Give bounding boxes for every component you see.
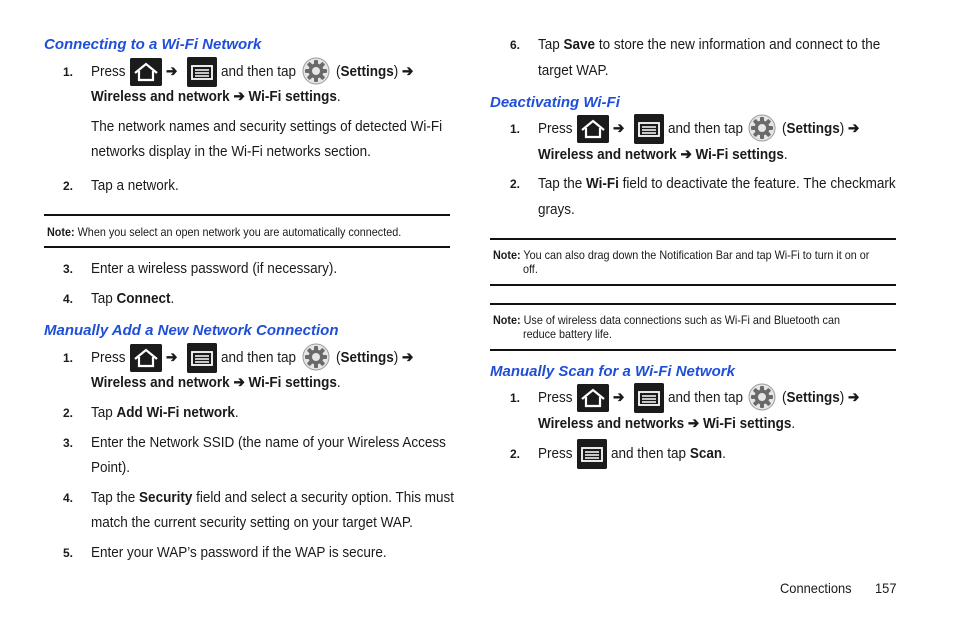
step-text: grays. <box>538 201 575 218</box>
settings-path: Wireless and networks ➔ Wi-Fi settings. <box>538 415 796 432</box>
page-number: 157 <box>875 580 897 596</box>
arrow-icon: ➔ <box>613 389 625 406</box>
step-text: Tap Add Wi-Fi network. <box>91 404 239 421</box>
settings-gear-icon <box>302 57 330 85</box>
settings-gear-icon <box>748 383 776 411</box>
step-number: 2. <box>510 177 521 191</box>
footer-section: Connections <box>780 580 852 596</box>
home-key-icon <box>130 344 162 372</box>
step-text: Press <box>91 349 126 366</box>
note-divider <box>490 349 896 351</box>
note-text: off. <box>523 262 538 276</box>
step-number: 6. <box>510 38 521 52</box>
home-key-icon <box>577 384 609 412</box>
step-text: target WAP. <box>538 62 609 79</box>
settings-label: (Settings) ➔ <box>782 120 860 137</box>
menu-key-icon <box>634 383 664 413</box>
menu-key-icon <box>577 439 607 469</box>
step-text: and then tap Scan. <box>611 445 726 462</box>
settings-path: Wireless and network ➔ Wi-Fi settings. <box>538 146 788 163</box>
step-number: 3. <box>63 262 74 276</box>
arrow-icon: ➔ <box>613 120 625 137</box>
arrow-icon: ➔ <box>166 349 178 366</box>
menu-key-icon <box>187 57 217 87</box>
note-divider <box>490 284 896 286</box>
step-text: Tap the Wi-Fi field to deactivate the feature. The checkmark <box>538 175 896 192</box>
note-divider <box>44 214 450 216</box>
step-text: and then tap <box>221 349 297 366</box>
step-text: Enter a wireless password (if necessary). <box>91 260 338 277</box>
settings-gear-icon <box>748 114 776 142</box>
step-number: 5. <box>63 546 74 560</box>
note-text: Note: When you select an open network you are automatically connected. <box>47 225 402 239</box>
settings-path: Wireless and network ➔ Wi-Fi settings. <box>91 374 341 391</box>
settings-label: (Settings) ➔ <box>336 63 414 80</box>
step-text: Tap the Security field and select a security option. This must <box>91 489 454 506</box>
section-heading-connecting: Connecting to a Wi-Fi Network <box>44 36 262 53</box>
note-text: Note: You can also drag down the Notification Bar and tap Wi-Fi to turn it on or <box>493 248 870 262</box>
step-number: 2. <box>63 406 74 420</box>
step-text: and then tap <box>221 63 297 80</box>
note-divider <box>490 303 896 305</box>
step-text: Tap Save to store the new information and connect to the <box>538 36 881 53</box>
step-number: 1. <box>63 351 74 365</box>
section-heading-manual-scan: Manually Scan for a Wi-Fi Network <box>490 363 735 380</box>
note-divider <box>490 238 896 240</box>
description-text: The network names and security settings of detected Wi-Fi <box>91 118 443 135</box>
step-text: Enter the Network SSID (the name of your Wireless Access <box>91 434 446 451</box>
step-number: 1. <box>510 122 521 136</box>
note-text: reduce battery life. <box>523 327 612 341</box>
section-heading-deactivating: Deactivating Wi-Fi <box>490 94 620 111</box>
step-number: 4. <box>63 491 74 505</box>
step-text: Press <box>538 445 573 462</box>
settings-label: (Settings) ➔ <box>782 389 860 406</box>
note-divider <box>44 246 450 248</box>
settings-gear-icon <box>302 343 330 371</box>
section-heading-manual-add: Manually Add a New Network Connection <box>44 322 339 339</box>
step-number: 3. <box>63 436 74 450</box>
settings-path: Wireless and network ➔ Wi-Fi settings. <box>91 88 341 105</box>
step-text: and then tap <box>668 389 744 406</box>
step-number: 4. <box>63 292 74 306</box>
step-text: Tap Connect. <box>91 290 175 307</box>
step-text: Point). <box>91 459 131 476</box>
step-text: match the current security setting on your target WAP. <box>91 514 413 531</box>
step-text: Enter your WAP’s password if the WAP is secure. <box>91 544 387 561</box>
step-text: Press <box>538 120 573 137</box>
menu-key-icon <box>187 343 217 373</box>
step-number: 2. <box>63 179 74 193</box>
home-key-icon <box>130 58 162 86</box>
home-key-icon <box>577 115 609 143</box>
step-text: Press <box>91 63 126 80</box>
menu-key-icon <box>634 114 664 144</box>
arrow-icon: ➔ <box>166 63 178 80</box>
settings-label: (Settings) ➔ <box>336 349 414 366</box>
step-number: 2. <box>510 447 521 461</box>
note-text: Note: Use of wireless data connections such as Wi-Fi and Bluetooth can <box>493 313 840 327</box>
step-text: Tap a network. <box>91 177 179 194</box>
step-number: 1. <box>63 65 74 79</box>
step-text: and then tap <box>668 120 744 137</box>
step-number: 1. <box>510 391 521 405</box>
step-text: Press <box>538 389 573 406</box>
description-text: networks display in the Wi-Fi networks section. <box>91 143 371 160</box>
